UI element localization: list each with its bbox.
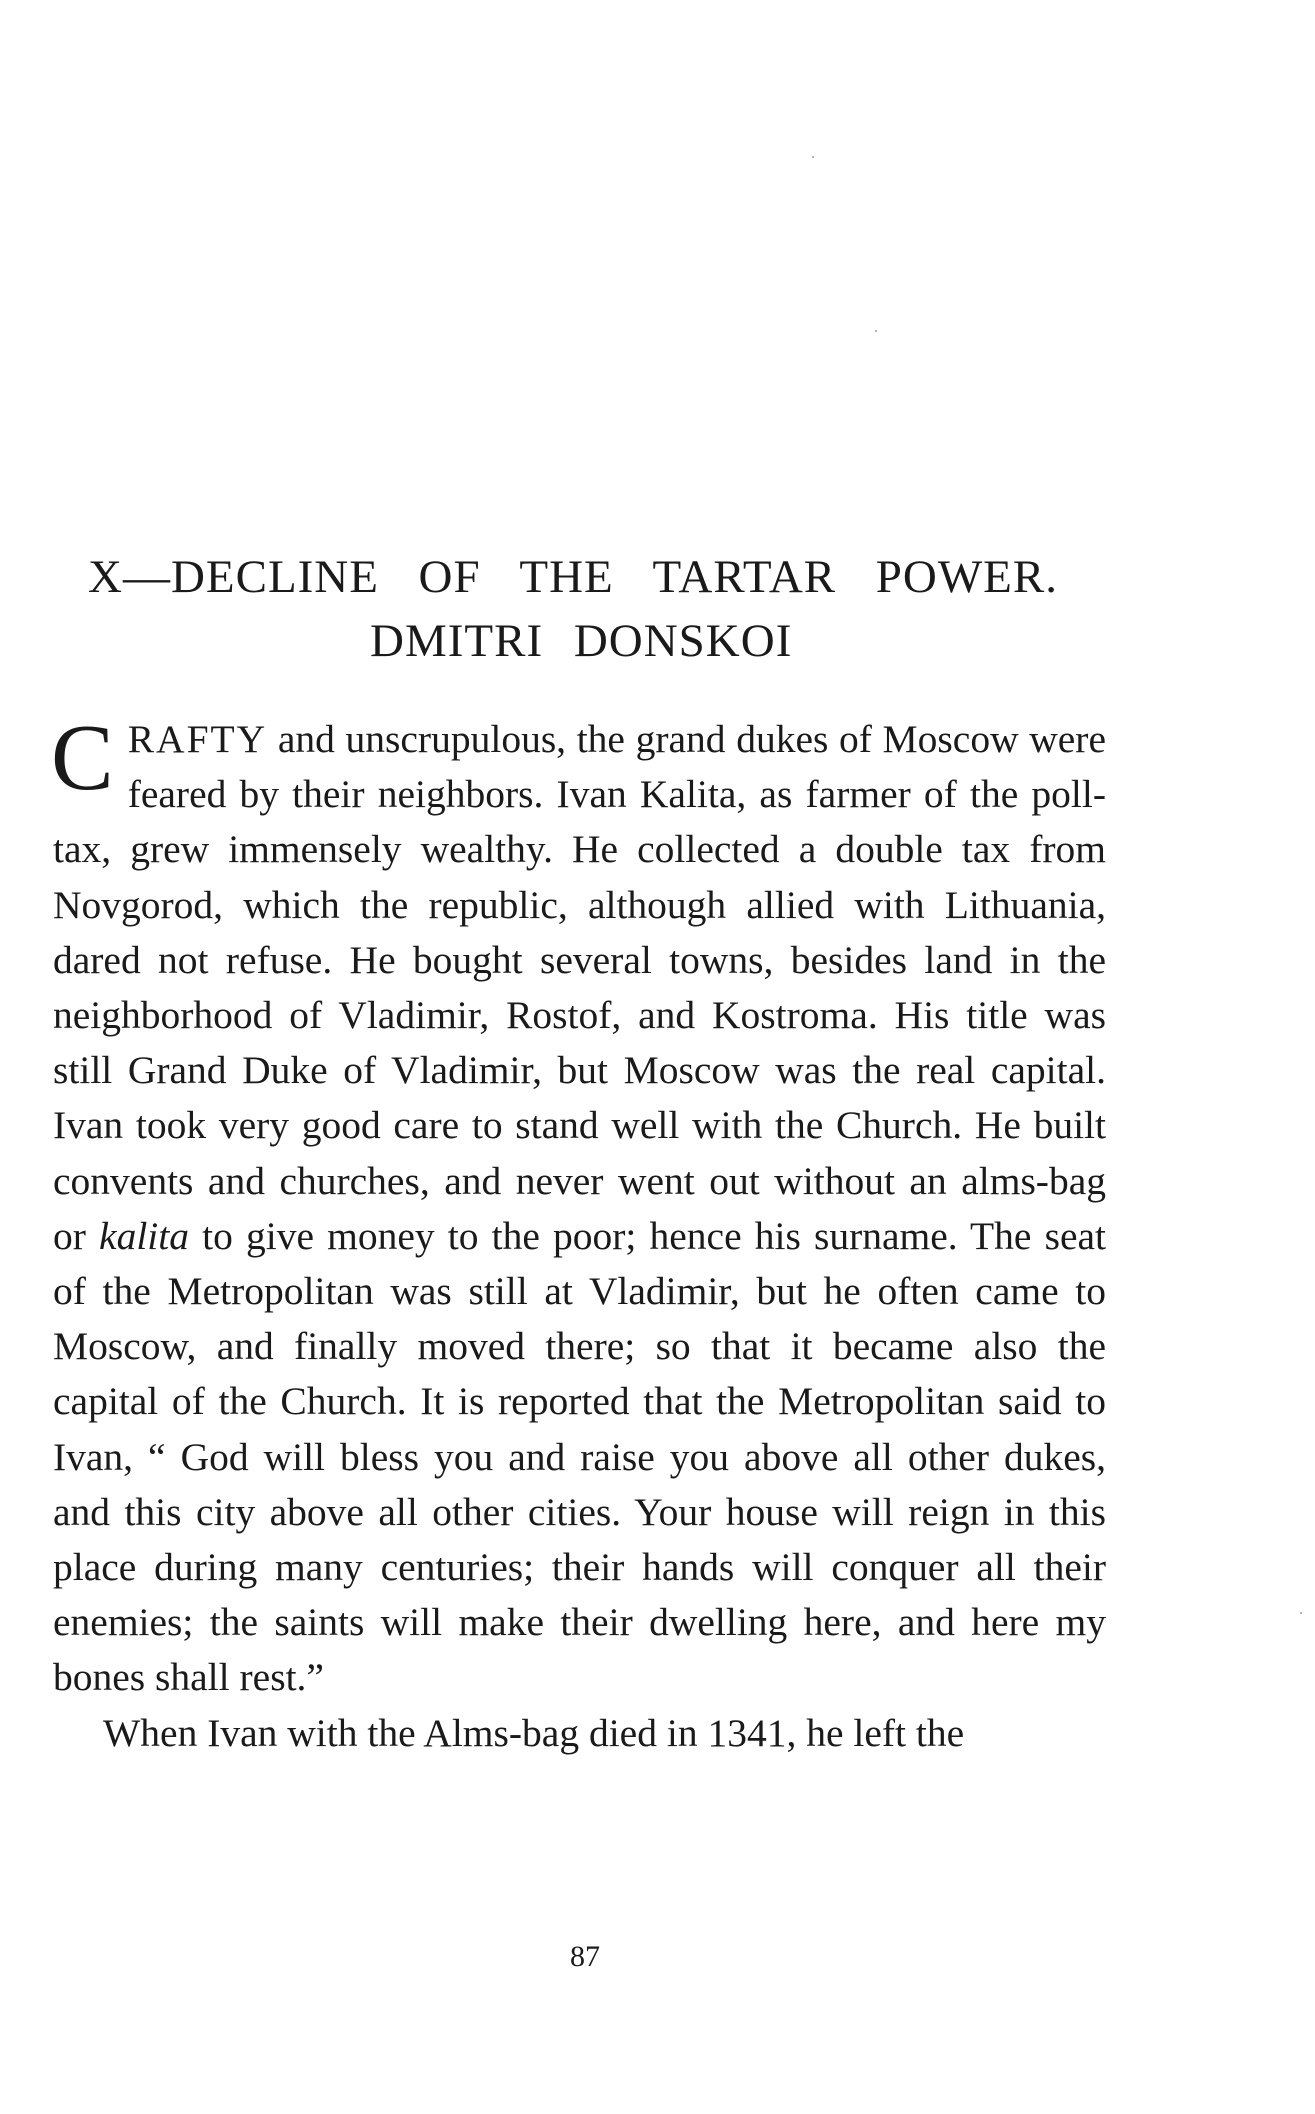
chapter-subtitle: DMITRI DONSKOI bbox=[370, 615, 793, 667]
chapter-title: X—DECLINE OF THE TARTAR POWER. bbox=[88, 551, 1058, 603]
paragraph-1-text-a: and unscrupulous, the grand dukes of Moscow were feared by their neighbors. Ivan Kalita, as farmer of the poll-tax, grew immensely wealthy. He collected a double tax from Novgorod, which the republic, although allied with Lithuania, dared not refuse. He bought several towns, besides land in the neighborhood of Vladimir, Rostof, and Kostroma. His title was still Grand Duke of Vladimir, but Moscow was the real capital. Ivan took very good care to stand well with the Church. He built convents and churches, and never went out without an alms-bag or bbox=[53, 717, 1106, 1258]
chapter-heading bbox=[88, 545, 1058, 673]
paper-speck bbox=[1300, 1612, 1302, 1614]
paper-speck bbox=[812, 156, 814, 158]
paper-speck bbox=[875, 330, 877, 332]
paragraph-2: When Ivan with the Alms-bag died in 1341, he left the bbox=[103, 1710, 965, 1755]
italic-term: kalita bbox=[99, 1213, 190, 1258]
paragraph-1-text-b: to give money to the poor; hence his surname. The seat of the Metropolitan was still at Vladimir, but he often came to Moscow, and finally moved there; so that it became also the capital of the Church. It is reported that the Metropolitan said to Ivan, “ God will bless you and raise you above all other dukes, and this city above all other cities. Your house will reign in this place during many centuries; their hands will conquer all their enemies; the saints will make their dwelling here, and here my bones shall rest.” bbox=[53, 1213, 1107, 1700]
first-word: RAFTY bbox=[127, 717, 268, 761]
body-text bbox=[51, 706, 1107, 1761]
paragraph-1 bbox=[51, 706, 1107, 1706]
page-number: 87 bbox=[570, 1940, 600, 1973]
drop-cap: C bbox=[51, 706, 114, 810]
